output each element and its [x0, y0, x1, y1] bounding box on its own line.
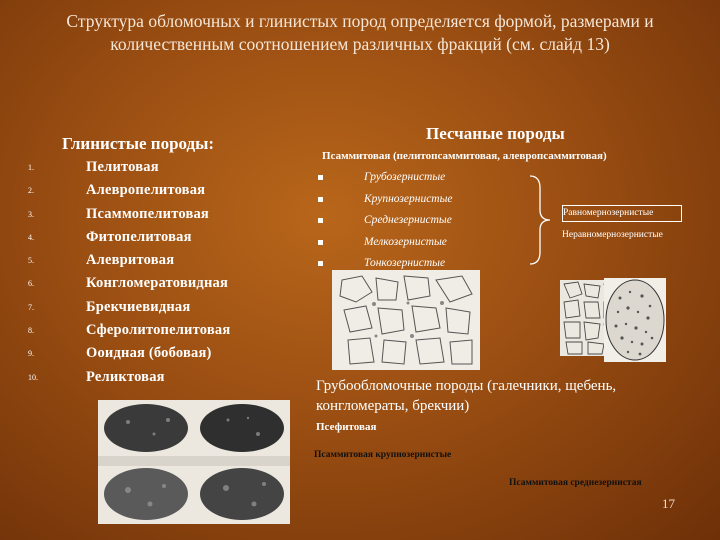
uneven-grained-label: Неравномернозернистые: [562, 230, 663, 240]
bullet-icon: [318, 197, 323, 202]
item-label: Псаммопелитовая: [86, 205, 209, 222]
item-number: 5.: [28, 256, 34, 266]
item-number: 4.: [28, 232, 34, 242]
item-number: 7.: [28, 302, 34, 312]
item-label: Ооидная (бобовая): [86, 345, 212, 362]
item-label: Алевритовая: [86, 252, 175, 269]
bullet-icon: [318, 261, 323, 266]
item-label: Среднезернистые: [364, 214, 452, 226]
coarse-sand-caption: Псаммитовая крупнозернистые: [314, 450, 452, 460]
psephitic-structure: Псефитовая: [316, 421, 377, 433]
sand-heading: Песчаные породы: [426, 124, 565, 143]
item-number: 2.: [28, 186, 34, 196]
item-label: Мелкозернистые: [364, 235, 447, 248]
item-label: Сферолитопелитовая: [86, 322, 231, 339]
item-label: Крупнозернистые: [364, 192, 453, 205]
item-label: Грубозернистые: [364, 171, 446, 183]
fine-sand-micrograph-image: [604, 278, 666, 362]
page-number: 17: [662, 496, 675, 511]
item-label: Фитопелитовая: [86, 228, 192, 245]
clay-heading: Глинистые породы:: [62, 134, 215, 153]
even-grained-box: Равномернозернистые: [562, 205, 682, 222]
medium-sand-caption: Псаммитовая среднезернистая: [509, 478, 642, 488]
item-number: 10.: [28, 372, 38, 382]
psammitic-structure: Псаммитовая (пелитопсаммитовая, алевропсаммитовая): [322, 150, 607, 162]
clay-micrograph-image: [98, 400, 290, 524]
item-number: 9.: [28, 349, 34, 359]
item-label: Алевропелитовая: [86, 182, 206, 199]
item-label: Пелитовая: [86, 159, 159, 175]
item-number: 3.: [28, 209, 34, 219]
bullet-icon: [318, 218, 323, 223]
coarse-clastic-heading: Грубообломочные породы (галечники, щебень, конгломераты, брекчии): [316, 378, 617, 414]
item-label: Конгломератовидная: [86, 275, 228, 292]
sandstone-micrograph-image: [332, 270, 480, 370]
item-label: Тонкозернистые: [364, 257, 446, 269]
bullet-icon: [318, 240, 323, 245]
item-number: 8.: [28, 326, 34, 336]
slide-title: Структура обломочных и глинистых пород определяется формой, размерами и количественным соотношением различных фракций (см. слайд 13): [66, 11, 654, 54]
item-label: Реликтовая: [86, 368, 165, 385]
curly-brace-icon: [528, 174, 552, 266]
item-number: 1.: [28, 163, 34, 172]
item-number: 6.: [28, 279, 34, 289]
item-label: Брекчиевидная: [86, 298, 191, 315]
bullet-icon: [318, 175, 323, 180]
